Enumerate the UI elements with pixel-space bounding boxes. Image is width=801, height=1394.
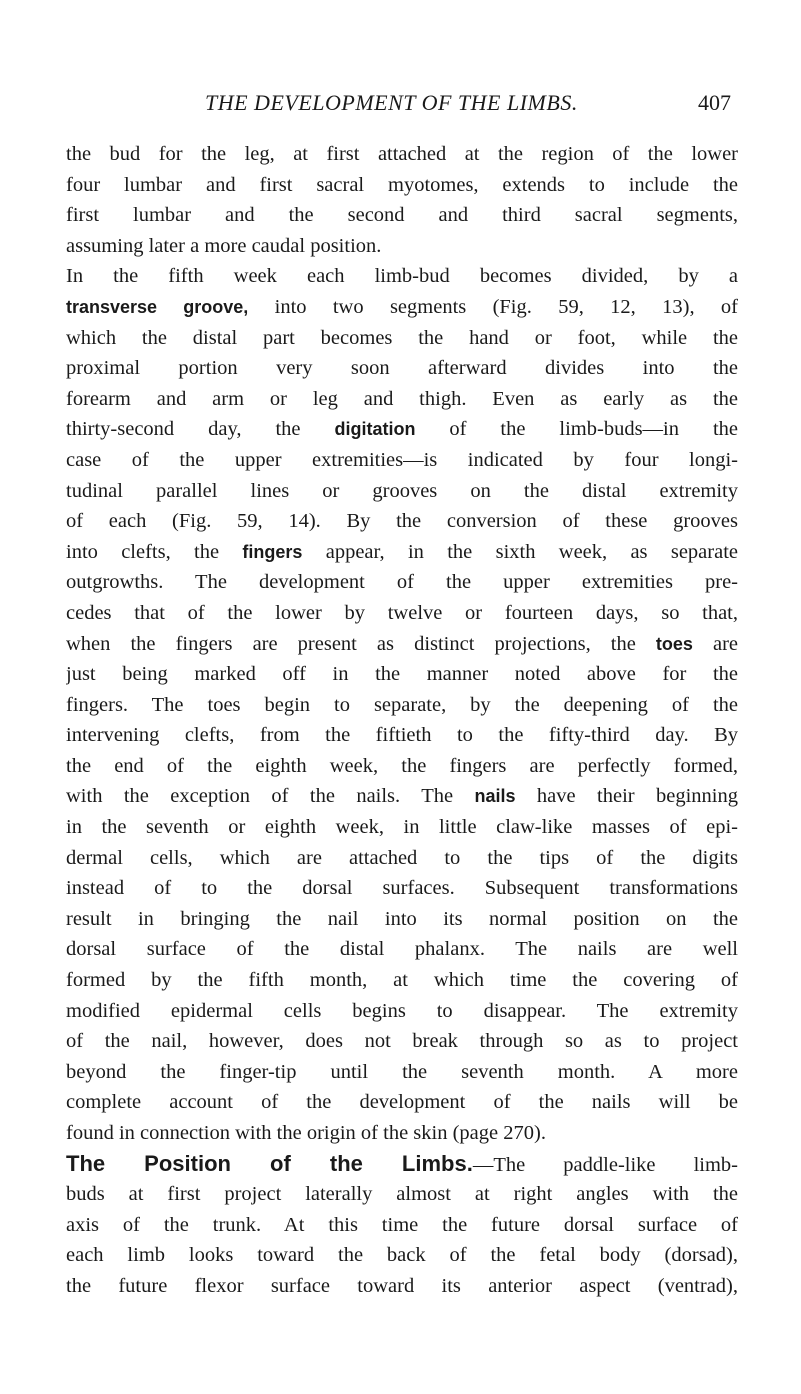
text-run: buds at first project laterally almost at right angles with the (66, 1183, 738, 1206)
text-run: axis of the trunk. At this time the future dorsal surface of (66, 1213, 738, 1236)
text-line (66, 751, 738, 782)
text-run: proximal portion very soon afterward divides into the (66, 357, 738, 380)
text-line (66, 1271, 738, 1302)
key-term: fingers (242, 541, 303, 562)
text-line (66, 1026, 738, 1057)
text-line (66, 904, 738, 935)
page-number: 407 (698, 90, 731, 115)
text-run: each limb looks toward the back of the fetal body (dorsad), (66, 1244, 738, 1267)
text-line (66, 965, 738, 996)
text-run: dorsal surface of the distal phalanx. The nails are well (66, 938, 738, 961)
running-title: THE DEVELOPMENT OF THE LIMBS. (205, 90, 578, 115)
text-run: beyond the finger-tip until the seventh month. A more (66, 1060, 738, 1083)
text-line (66, 1118, 738, 1149)
text-run: found in connection with the origin of the skin (page 270). (66, 1122, 546, 1144)
text-line (66, 476, 738, 507)
text-line (66, 598, 738, 629)
text-run: intervening clefts, from the fiftieth to the fifty-third day. By (66, 724, 738, 747)
text-run: of the nail, however, does not break through so as to project (66, 1030, 738, 1053)
text-line (66, 690, 738, 721)
key-term: digitation (334, 419, 416, 440)
text-run: thirty-second day, the (66, 418, 335, 441)
text-line (66, 1179, 738, 1210)
text-run: fingers. The toes begin to separate, by the deepening of the (66, 693, 738, 716)
text-run: into clefts, the (66, 540, 243, 563)
text-line (66, 384, 738, 415)
text-run: appear, in the sixth week, as separate (302, 540, 738, 563)
text-run: instead of to the dorsal surfaces. Subsequent transformations (66, 877, 738, 900)
text-line (66, 231, 738, 262)
text-line (66, 414, 738, 445)
text-run: formed by the fifth month, at which time the covering of (66, 969, 738, 992)
text-line (66, 934, 738, 965)
text-run: In the fifth week each limb-bud becomes divided, by a (66, 265, 738, 288)
text-run: —The paddle-like limb- (472, 1153, 738, 1176)
text-run: cedes that of the lower by twelve or fourteen days, so that, (66, 601, 738, 624)
text-run: when the fingers are present as distinct projections, the (66, 632, 656, 655)
text-line (66, 1240, 738, 1271)
text-run: case of the upper extremities—is indicated by four longi- (66, 448, 738, 471)
text-run: the bud for the leg, at first attached at the region of the lower (66, 143, 738, 165)
text-line (66, 261, 738, 292)
text-line (66, 567, 738, 598)
text-run: tudinal parallel lines or grooves on the distal extremity (66, 479, 738, 502)
text-line (66, 1087, 738, 1118)
text-run: which the distal part becomes the hand or foot, while the (66, 326, 738, 349)
text-line (66, 537, 738, 568)
text-run: four lumbar and first sacral myotomes, extends to include the (66, 173, 738, 196)
key-term: toes (655, 633, 693, 654)
text-line (66, 353, 738, 384)
body-text (66, 139, 738, 1302)
text-run: the end of the eighth week, the fingers are perfectly formed, (66, 754, 738, 777)
text-run: assuming later a more caudal position. (66, 234, 382, 257)
text-line (66, 506, 738, 537)
text-line (66, 629, 738, 660)
text-line (66, 996, 738, 1027)
text-run: first lumbar and the second and third sacral segments, (66, 204, 738, 227)
text-run: the future flexor surface toward its anterior aspect (ventrad), (66, 1274, 738, 1297)
text-line (66, 659, 738, 690)
text-line (66, 323, 738, 354)
text-run: are (692, 632, 738, 655)
running-head (0, 90, 801, 120)
text-run: result in bringing the nail into its normal position on the (66, 907, 738, 930)
text-line (66, 1057, 738, 1088)
key-term: transverse groove, (66, 296, 249, 317)
text-run: dermal cells, which are attached to the tips of the digits (66, 846, 738, 869)
text-line (66, 781, 738, 812)
text-run: have their beginning (515, 785, 738, 808)
text-run: in the seventh or eighth week, in little claw-like masses of epi- (66, 816, 738, 839)
text-run: modified epidermal cells begins to disappear. The extremity (66, 999, 738, 1022)
text-run: complete account of the development of the nails will be (66, 1091, 738, 1114)
text-line (66, 139, 738, 170)
text-line (66, 812, 738, 843)
text-run: into two segments (Fig. 59, 12, 13), of (248, 295, 738, 318)
key-term: nails (474, 786, 516, 807)
text-line (66, 292, 738, 323)
text-line (66, 843, 738, 874)
text-run: just being marked off in the manner noted above for the (66, 663, 738, 686)
text-line (66, 200, 738, 231)
text-run: of each (Fig. 59, 14). By the conversion of these grooves (66, 510, 738, 533)
text-line (66, 1149, 738, 1180)
text-run: with the exception of the nails. The (66, 785, 475, 808)
text-line (66, 720, 738, 751)
text-run: of the limb-buds—in the (415, 418, 738, 441)
text-run: outgrowths. The development of the upper extremities pre- (66, 571, 738, 594)
text-run: forearm and arm or leg and thigh. Even as early as the (66, 387, 738, 410)
text-line (66, 1210, 738, 1241)
text-line (66, 445, 738, 476)
text-line (66, 170, 738, 201)
section-heading: The Position of the Limbs. (66, 1150, 473, 1176)
text-line (66, 873, 738, 904)
